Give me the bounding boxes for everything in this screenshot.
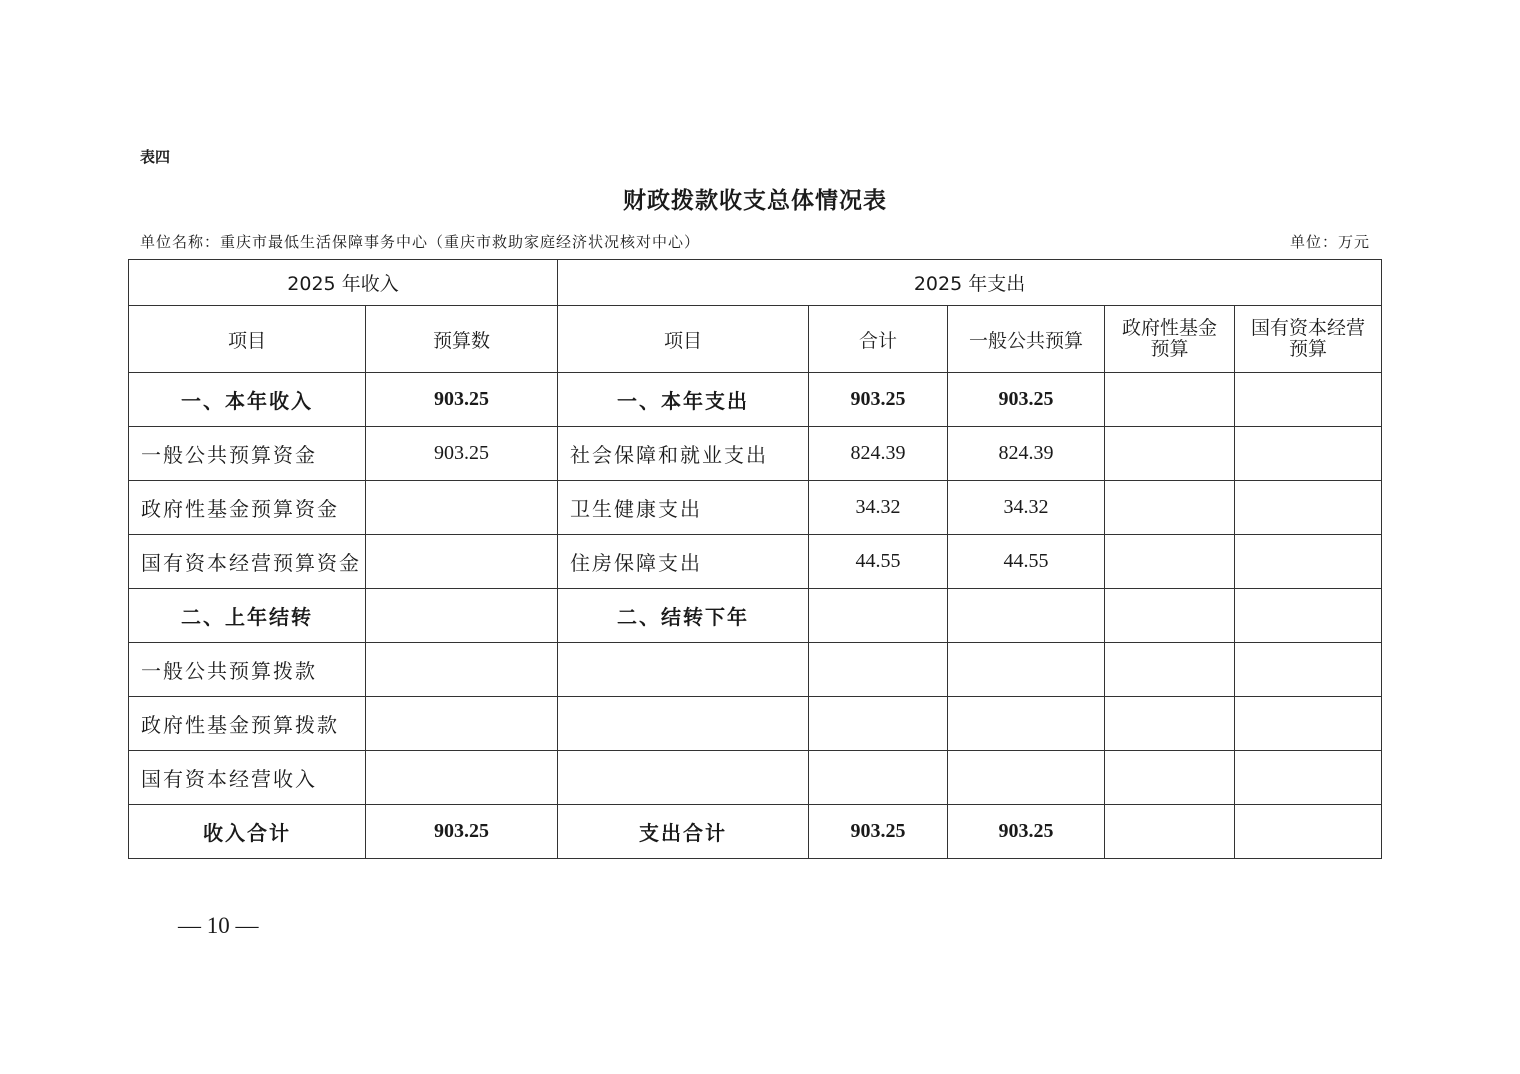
cell: 住房保障支出 bbox=[558, 535, 809, 589]
cell bbox=[366, 535, 558, 589]
cell bbox=[809, 643, 948, 697]
cell bbox=[366, 751, 558, 805]
cell bbox=[1235, 589, 1382, 643]
table-row bbox=[129, 643, 1382, 697]
cell: 824.39 bbox=[948, 427, 1105, 481]
table-column-header bbox=[129, 306, 1382, 373]
cell: 903.25 bbox=[366, 805, 558, 859]
cell bbox=[1105, 373, 1235, 427]
cell bbox=[1235, 535, 1382, 589]
cell: 一、本年支出 bbox=[558, 373, 809, 427]
cell bbox=[1235, 697, 1382, 751]
cell: 44.55 bbox=[809, 535, 948, 589]
cell bbox=[1235, 373, 1382, 427]
table-row bbox=[129, 589, 1382, 643]
cell: 34.32 bbox=[948, 481, 1105, 535]
cell bbox=[1105, 481, 1235, 535]
cell: 二、结转下年 bbox=[558, 589, 809, 643]
cell bbox=[366, 481, 558, 535]
cell bbox=[809, 697, 948, 751]
page-number: — 10 — bbox=[178, 913, 259, 938]
table-row bbox=[129, 373, 1382, 427]
cell bbox=[809, 589, 948, 643]
cell: 一般公共预算拨款 bbox=[129, 643, 366, 697]
income-header: 2025 年收入 bbox=[129, 260, 558, 306]
cell: 44.55 bbox=[948, 535, 1105, 589]
cell bbox=[1105, 805, 1235, 859]
col-total: 合计 bbox=[809, 306, 948, 373]
cell bbox=[948, 697, 1105, 751]
cell bbox=[558, 751, 809, 805]
cell: 903.25 bbox=[948, 805, 1105, 859]
table-row bbox=[129, 751, 1382, 805]
cell: 支出合计 bbox=[558, 805, 809, 859]
cell bbox=[1105, 427, 1235, 481]
cell bbox=[366, 643, 558, 697]
cell bbox=[948, 751, 1105, 805]
cell: 34.32 bbox=[809, 481, 948, 535]
table-row bbox=[129, 427, 1382, 481]
table-row bbox=[129, 481, 1382, 535]
table-row-total bbox=[129, 805, 1382, 859]
col-state-capital-budget: 国有资本经营预算 bbox=[1235, 306, 1382, 373]
cell bbox=[948, 643, 1105, 697]
col-expense-item: 项目 bbox=[558, 306, 809, 373]
cell bbox=[1105, 589, 1235, 643]
cell bbox=[1235, 481, 1382, 535]
cell: 一、本年收入 bbox=[129, 373, 366, 427]
cell bbox=[1105, 697, 1235, 751]
cell bbox=[1105, 535, 1235, 589]
cell: 二、上年结转 bbox=[129, 589, 366, 643]
cell: 卫生健康支出 bbox=[558, 481, 809, 535]
cell bbox=[1235, 751, 1382, 805]
cell bbox=[1235, 805, 1382, 859]
cell: 收入合计 bbox=[129, 805, 366, 859]
cell: 一般公共预算资金 bbox=[129, 427, 366, 481]
cell: 903.25 bbox=[366, 373, 558, 427]
cell: 903.25 bbox=[366, 427, 558, 481]
cell bbox=[1105, 751, 1235, 805]
cell: 903.25 bbox=[809, 805, 948, 859]
cell: 政府性基金预算资金 bbox=[129, 481, 366, 535]
cell: 824.39 bbox=[809, 427, 948, 481]
cell bbox=[366, 589, 558, 643]
col-income-budget: 预算数 bbox=[366, 306, 558, 373]
cell: 国有资本经营预算资金 bbox=[129, 535, 366, 589]
cell: 国有资本经营收入 bbox=[129, 751, 366, 805]
table-row bbox=[129, 535, 1382, 589]
col-gov-fund-budget: 政府性基金预算 bbox=[1105, 306, 1235, 373]
cell bbox=[948, 589, 1105, 643]
table-label: 表四 bbox=[140, 148, 171, 166]
col-income-item: 项目 bbox=[129, 306, 366, 373]
cell bbox=[558, 697, 809, 751]
cell bbox=[1235, 643, 1382, 697]
cell bbox=[558, 643, 809, 697]
cell: 政府性基金预算拨款 bbox=[129, 697, 366, 751]
cell: 903.25 bbox=[809, 373, 948, 427]
page-title: 财政拨款收支总体情况表 bbox=[623, 187, 887, 214]
fiscal-table bbox=[128, 259, 1382, 859]
unit-name: 单位名称：重庆市最低生活保障事务中心（重庆市救助家庭经济状况核对中心） bbox=[140, 233, 701, 251]
expense-header: 2025 年支出 bbox=[558, 260, 1382, 306]
table-row bbox=[129, 697, 1382, 751]
cell bbox=[809, 751, 948, 805]
cell: 903.25 bbox=[948, 373, 1105, 427]
cell bbox=[366, 697, 558, 751]
cell bbox=[1235, 427, 1382, 481]
col-general-budget: 一般公共预算 bbox=[948, 306, 1105, 373]
cell bbox=[1105, 643, 1235, 697]
cell: 社会保障和就业支出 bbox=[558, 427, 809, 481]
unit-label: 单位：万元 bbox=[1289, 233, 1370, 251]
table-group-header bbox=[129, 260, 1382, 306]
